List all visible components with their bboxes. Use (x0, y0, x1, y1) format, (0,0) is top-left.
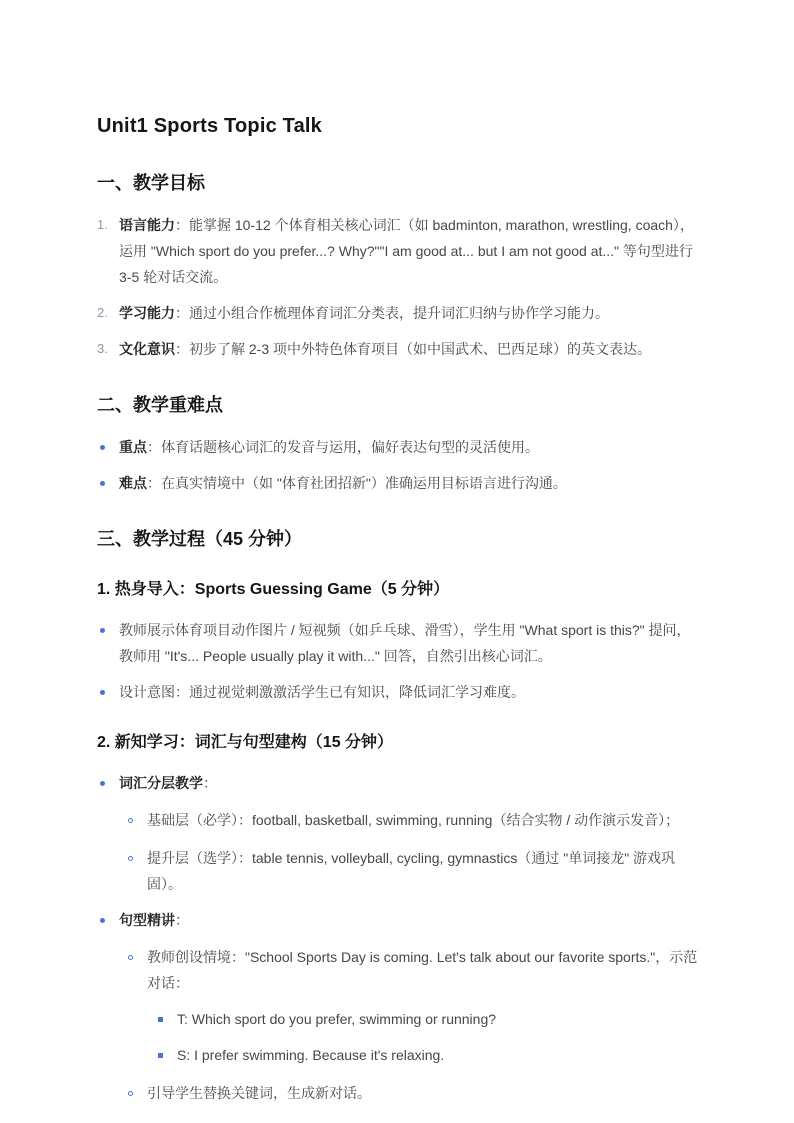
list-item-text: S: I prefer swimming. Because it's relaxing. (177, 1047, 445, 1063)
item-body: ：初步了解 2-3 项中外特色体育项目（如中国武术、巴西足球）的英文表达。 (175, 341, 652, 357)
item-lead: 句型精讲 (119, 912, 175, 928)
bullet-square-icon (155, 1006, 177, 1032)
item-body: ：通过小组合作梳理体育词汇分类表，提升词汇归纳与协作学习能力。 (175, 305, 609, 321)
bullet-icon (97, 470, 119, 496)
list-item (125, 845, 702, 897)
list-item (97, 434, 702, 460)
list-item-text: 教师展示体育项目动作图片 / 短视频（如乒乓球、滑雪），学生用 "What sport is this?" 提问，教师用 "It's... People usually play it with..." 回答，自然引出核心词汇。 (119, 622, 691, 664)
dialog-list (155, 1006, 702, 1068)
doc-title: Unit1 Sports Topic Talk (97, 115, 322, 137)
item-lead: 学习能力 (119, 305, 175, 321)
bullet-circle-icon (125, 944, 147, 970)
objectives-list (97, 212, 702, 362)
list-item-text (119, 770, 702, 897)
bullet-circle-icon (125, 1080, 147, 1106)
list-item (97, 679, 702, 705)
bullet-square-icon (155, 1042, 177, 1068)
list-item (97, 212, 702, 290)
list-number: 2. (97, 305, 108, 320)
list-item-text: T: Which sport do you prefer, swimming or running? (177, 1011, 497, 1027)
bullet-icon (97, 434, 119, 460)
step1-list (97, 617, 702, 705)
list-number: 3. (97, 341, 108, 356)
list-item-text (119, 470, 702, 496)
item-body: ：体育话题核心词汇的发音与运用，偏好表达句型的灵活使用。 (147, 439, 539, 455)
vocab-sublist (125, 807, 702, 897)
list-item-text (147, 944, 702, 1068)
item-body: 教师创设情境："School Sports Day is coming. Let's talk about our favorite sports."，示范对话： (147, 949, 698, 991)
list-item-text: 基础层（必学）：football, basketball, swimming, running（结合实物 / 动作演示发音）； (147, 812, 680, 828)
list-item (155, 1006, 702, 1032)
list-item-text (119, 434, 702, 460)
section-objectives-heading: 一、教学目标 (97, 173, 205, 193)
bullet-icon (97, 907, 119, 933)
list-item (125, 944, 702, 1068)
list-item (97, 907, 702, 1106)
keypoints-list (97, 434, 702, 496)
sentence-sublist (125, 944, 702, 1106)
bullet-circle-icon (125, 845, 147, 871)
item-lead: 语言能力 (119, 217, 175, 233)
item-body: ： (203, 775, 217, 791)
list-item-text: 提升层（选学）：table tennis, volleyball, cycling, gymnastics（通过 "单词接龙" 游戏巩固）。 (147, 850, 676, 892)
list-item-text (119, 907, 702, 1106)
list-item-text (119, 300, 702, 326)
item-body: ：在真实情境中（如 "体育社团招新"）准确运用目标语言进行沟通。 (147, 475, 567, 491)
bullet-icon (97, 770, 119, 796)
list-item (97, 300, 702, 326)
step2-heading: 2. 新知学习：词汇与句型建构（15 分钟） (97, 734, 394, 751)
list-item (97, 470, 702, 496)
list-item (97, 770, 702, 897)
bullet-icon (97, 679, 119, 705)
step2-list (97, 770, 702, 1106)
list-item (97, 617, 702, 669)
item-lead: 难点 (119, 475, 147, 491)
item-body: ： (175, 912, 189, 928)
section-keypoints-heading: 二、教学重难点 (97, 395, 223, 415)
list-item (125, 1080, 702, 1106)
list-number: 1. (97, 217, 108, 232)
bullet-icon (97, 617, 119, 643)
item-body: ：能掌握 10-12 个体育相关核心词汇（如 badminton, marathon, wrestling, coach），运用 "Which sport do you prefer...? Why?""I am good at... but I am not good at..." 等句型进行 3-5 轮对话交流。 (119, 217, 694, 285)
list-item-text: 设计意图：通过视觉刺激激活学生已有知识，降低词汇学习难度。 (119, 684, 525, 700)
item-lead: 文化意识 (119, 341, 175, 357)
section-process-heading: 三、教学过程（45 分钟） (97, 529, 303, 549)
list-item (155, 1042, 702, 1068)
bullet-circle-icon (125, 807, 147, 833)
list-item (97, 336, 702, 362)
list-item-text: 引导学生替换关键词，生成新对话。 (147, 1085, 371, 1101)
list-item-text (119, 336, 702, 362)
list-item-text (119, 212, 702, 290)
list-item (125, 807, 702, 833)
item-lead: 重点 (119, 439, 147, 455)
step1-heading: 1. 热身导入：Sports Guessing Game（5 分钟） (97, 581, 450, 598)
item-lead: 词汇分层教学 (119, 775, 203, 791)
